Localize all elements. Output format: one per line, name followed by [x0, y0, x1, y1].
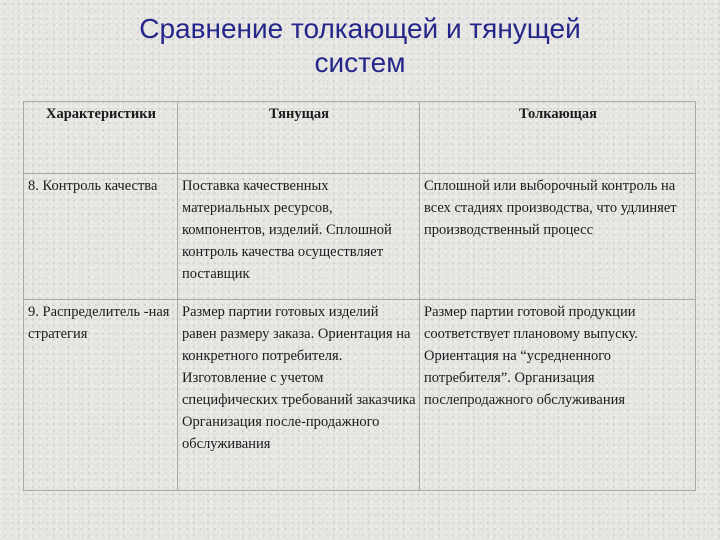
row-pull-cell: Размер партии готовых изделий равен размеру заказа. Ориентация на конкретного потребителя. Изготовление с учетом специфических требований заказчика Организация после-продажного обслуживания — [178, 300, 420, 491]
slide-title-line-2: систем — [314, 47, 406, 78]
row-pull-cell: Поставка качественных материальных ресурсов, компонентов, изделий. Сплошной контроль качества осуществляет поставщик — [178, 174, 420, 300]
comparison-table — [23, 101, 696, 491]
row-push-cell: Размер партии готовой продукции соответствует плановому выпуску. Ориентация на “усредненного потребителя”. Организация послепродажного обслуживания — [420, 300, 696, 491]
header-characteristics: Характеристики — [24, 102, 178, 174]
table-row — [24, 300, 696, 491]
row-characteristic-cell: 8. Контроль качества — [24, 174, 178, 300]
row-push-cell: Сплошной или выборочный контроль на всех стадиях производства, что удлиняет производственный процесс — [420, 174, 696, 300]
slide-title — [40, 12, 680, 80]
header-pull-system: Тянущая — [178, 102, 420, 174]
table-header-row — [24, 102, 696, 174]
slide-title-line-1: Сравнение толкающей и тянущей — [139, 13, 581, 44]
table-row — [24, 174, 696, 300]
header-push-system: Толкающая — [420, 102, 696, 174]
row-characteristic-cell: 9. Распределитель -ная стратегия — [24, 300, 178, 491]
